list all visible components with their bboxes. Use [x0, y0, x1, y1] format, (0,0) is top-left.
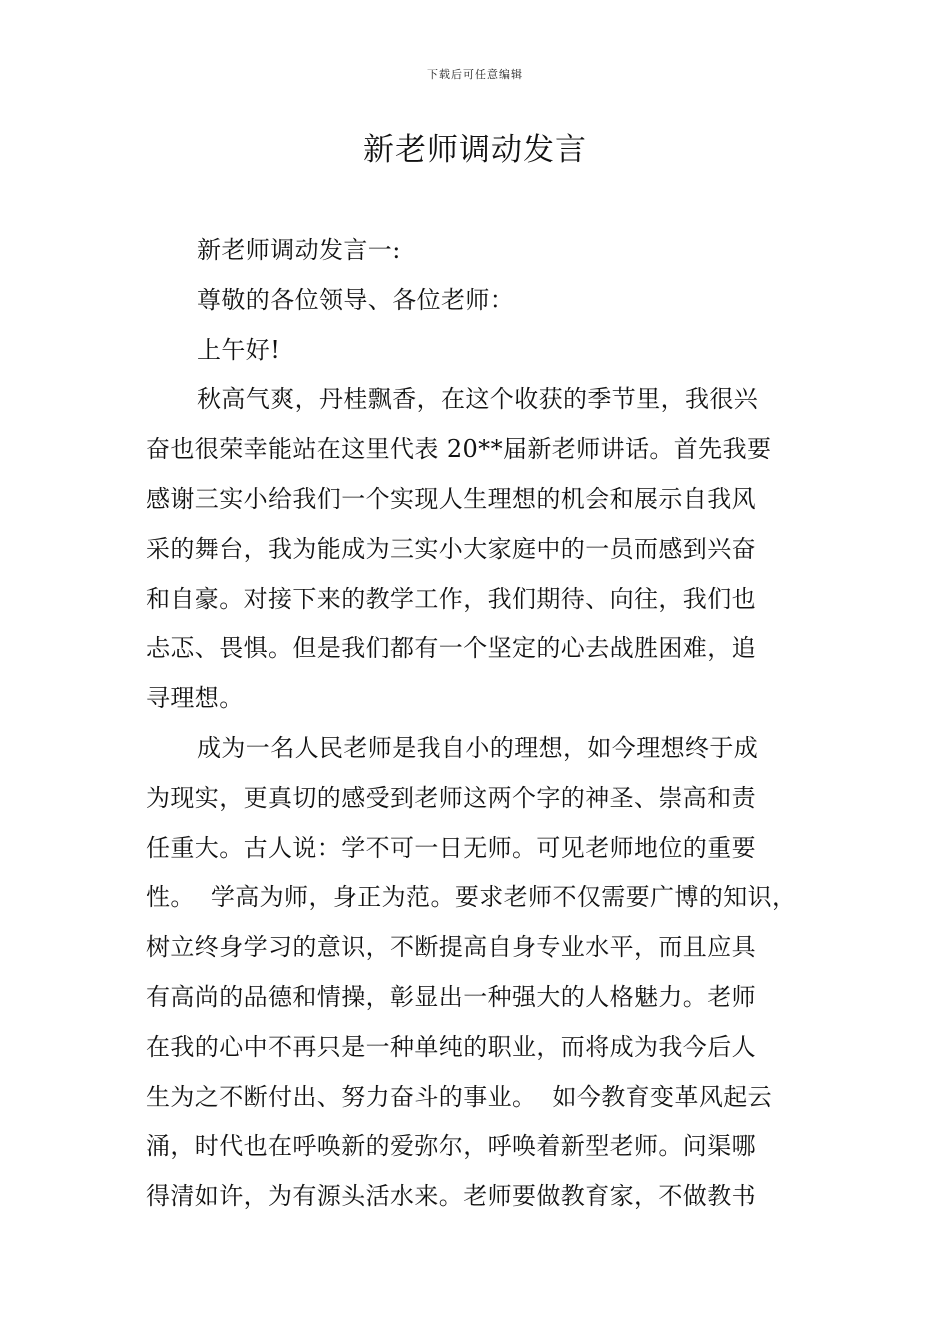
document-body: [146, 226, 814, 1222]
header-note: 下载后可任意编辑: [427, 68, 523, 81]
body-line: 生为之不断付出、努力奋斗的事业。 如今教育变革风起云: [146, 1082, 773, 1111]
body-line: 有高尚的品德和情操，彰显出一种强大的人格魅力。老师: [146, 982, 756, 1011]
body-line: 尊敬的各位领导、各位老师：: [197, 285, 515, 314]
body-line: 奋也很荣幸能站在这里代表 20**届新老师讲话。首先我要: [146, 435, 772, 464]
body-line: 感谢三实小给我们一个实现人生理想的机会和展示自我风: [146, 484, 756, 513]
body-line: 得清如许，为有源头活水来。老师要做教育家，不做教书: [146, 1182, 756, 1211]
body-line: 寻理想。: [146, 684, 244, 713]
body-line: 采的舞台，我为能成为三实小大家庭中的一员而感到兴奋: [146, 534, 756, 563]
document-title: 新老师调动发言: [363, 132, 587, 168]
body-line: 和自豪。对接下来的教学工作，我们期待、向往，我们也: [146, 584, 756, 613]
body-line: 秋高气爽，丹桂飘香，在这个收获的季节里，我很兴: [197, 385, 759, 414]
body-line: 在我的心中不再只是一种单纯的职业，而将成为我今后人: [146, 1032, 756, 1061]
body-line: 忐忑、畏惧。但是我们都有一个坚定的心去战胜困难，追: [146, 634, 756, 663]
body-line: 为现实，更真切的感受到老师这两个字的神圣、崇高和责: [146, 783, 756, 812]
body-line: 涌，时代也在呼唤新的爱弥尔，呼唤着新型老师。问渠哪: [146, 1132, 756, 1161]
body-line: 新老师调动发言一:: [197, 236, 401, 264]
body-line: 成为一名人民老师是我自小的理想，如今理想终于成: [197, 733, 759, 762]
body-line: 任重大。古人说：学不可一日无师。可见老师地位的重要: [146, 833, 756, 862]
body-line: 树立终身学习的意识，不断提高自身专业水平，而且应具: [146, 933, 756, 962]
body-line: 性。 学高为师，身正为范。要求老师不仅需要广博的知识，: [146, 883, 797, 912]
body-line: 上午好!: [197, 335, 281, 364]
